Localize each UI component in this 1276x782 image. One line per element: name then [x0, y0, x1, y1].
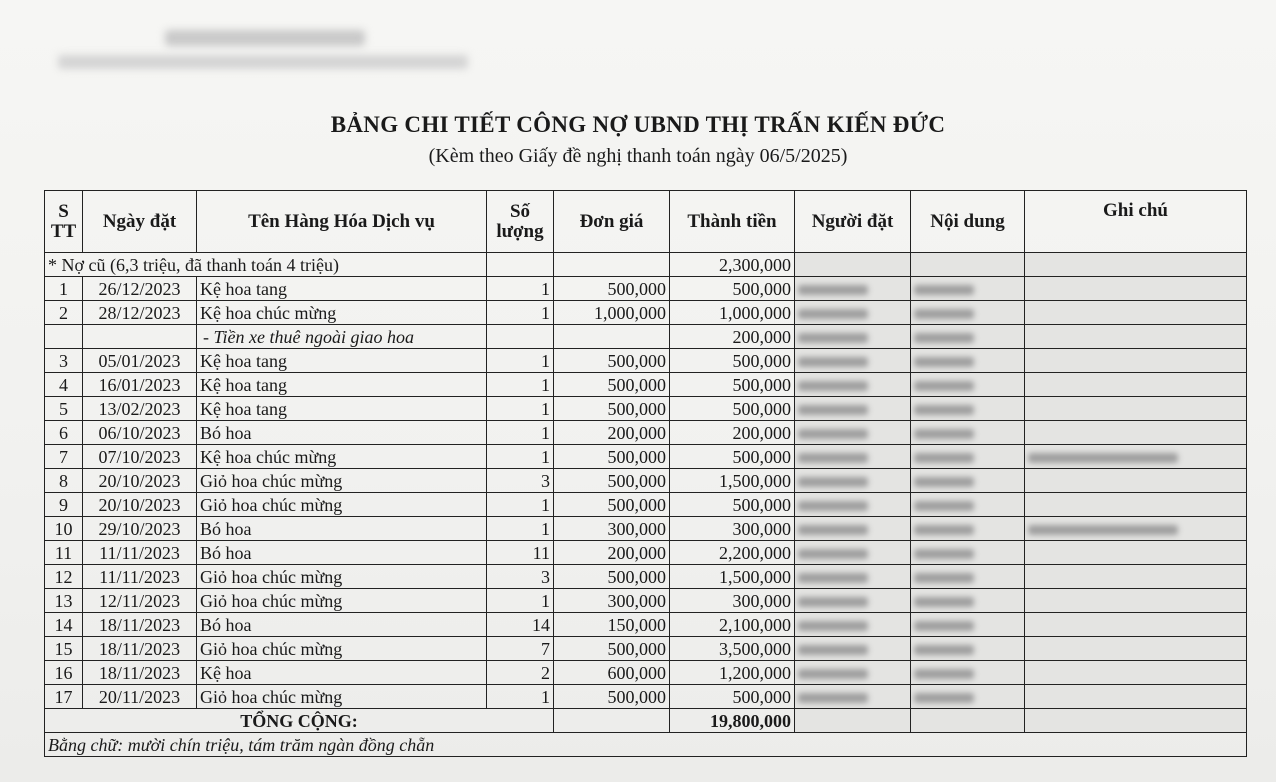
row-stt: 7: [45, 445, 83, 469]
row-qty: 14: [487, 613, 554, 637]
redaction-blur: [914, 429, 974, 439]
row-amount: 200,000: [670, 421, 795, 445]
table-row: [45, 421, 1247, 445]
redacted-cell: [911, 373, 1025, 397]
row-item: Giỏ hoa chúc mừng: [197, 637, 487, 661]
row-stt: 12: [45, 565, 83, 589]
row-item: Kệ hoa tang: [197, 397, 487, 421]
row-item: Giỏ hoa chúc mừng: [197, 493, 487, 517]
row-date: 12/11/2023: [83, 589, 197, 613]
redacted-cell: [1025, 637, 1247, 661]
row-price: [554, 325, 670, 349]
old-debt-label: * Nợ cũ (6,3 triệu, đã thanh toán 4 triệu): [45, 253, 487, 277]
redaction-blur: [914, 477, 974, 487]
row-date: 11/11/2023: [83, 541, 197, 565]
table-row: [45, 397, 1247, 421]
row-price: 600,000: [554, 661, 670, 685]
row-amount: 300,000: [670, 517, 795, 541]
row-stt: 11: [45, 541, 83, 565]
redaction-blur: [798, 525, 868, 535]
table-row: [45, 373, 1247, 397]
row-item: Kệ hoa tang: [197, 373, 487, 397]
row-price: 500,000: [554, 637, 670, 661]
redacted-cell: [795, 469, 911, 493]
redacted-cell: [1025, 325, 1247, 349]
row-price: 300,000: [554, 589, 670, 613]
row-date: 05/01/2023: [83, 349, 197, 373]
redacted-cell: [911, 253, 1025, 277]
redaction-blur: [798, 573, 868, 583]
redacted-cell: [911, 325, 1025, 349]
row-amount: 500,000: [670, 373, 795, 397]
row-qty: 1: [487, 493, 554, 517]
row-qty: 1: [487, 421, 554, 445]
row-qty: 3: [487, 565, 554, 589]
redacted-cell: [795, 517, 911, 541]
row-amount: 2,200,000: [670, 541, 795, 565]
row-amount: 500,000: [670, 493, 795, 517]
redacted-cell: [911, 709, 1025, 733]
table-row: [45, 301, 1247, 325]
row-price: 300,000: [554, 517, 670, 541]
row-qty: 1: [487, 589, 554, 613]
redacted-cell: [795, 613, 911, 637]
row-amount: 3,500,000: [670, 637, 795, 661]
row-item: Giỏ hoa chúc mừng: [197, 685, 487, 709]
row-item: Bó hoa: [197, 613, 487, 637]
header-date: Ngày đặt: [83, 191, 197, 253]
debt-table: [44, 190, 1247, 757]
redaction-blur: [798, 285, 868, 295]
redaction-blur: [798, 453, 868, 463]
redaction-blur: [914, 285, 974, 295]
row-date: 18/11/2023: [83, 637, 197, 661]
redacted-cell: [1025, 421, 1247, 445]
row-date: 28/12/2023: [83, 301, 197, 325]
redacted-cell: [911, 661, 1025, 685]
redaction-blur: [914, 381, 974, 391]
table-row: [45, 277, 1247, 301]
redaction-blur: [798, 645, 868, 655]
row-price: 500,000: [554, 565, 670, 589]
row-qty: 1: [487, 445, 554, 469]
row-price: 1,000,000: [554, 301, 670, 325]
row-item: Kệ hoa chúc mừng: [197, 301, 487, 325]
row-stt: 9: [45, 493, 83, 517]
row-amount: 200,000: [670, 325, 795, 349]
row-amount: 2,100,000: [670, 613, 795, 637]
redacted-cell: [795, 541, 911, 565]
redaction-blur: [798, 501, 868, 511]
table-header-row: [45, 191, 1247, 253]
redacted-cell: [911, 517, 1025, 541]
redacted-cell: [1025, 253, 1247, 277]
redacted-cell: [795, 253, 911, 277]
row-price: 500,000: [554, 349, 670, 373]
row-amount: 500,000: [670, 685, 795, 709]
redacted-cell: [911, 469, 1025, 493]
row-amount: 500,000: [670, 397, 795, 421]
row-item: Giỏ hoa chúc mừng: [197, 469, 487, 493]
redacted-cell: [1025, 301, 1247, 325]
table-row: [45, 325, 1247, 349]
redaction-blur: [798, 477, 868, 487]
redacted-cell: [1025, 397, 1247, 421]
table-row: [45, 637, 1247, 661]
table-row: [45, 349, 1247, 373]
row-date: 18/11/2023: [83, 661, 197, 685]
row-qty: 1: [487, 373, 554, 397]
redacted-cell: [795, 277, 911, 301]
row-stt: [45, 325, 83, 349]
old-debt-amount: 2,300,000: [670, 253, 795, 277]
redacted-cell: [795, 637, 911, 661]
redacted-cell: [911, 421, 1025, 445]
redacted-cell: [795, 349, 911, 373]
row-stt: 16: [45, 661, 83, 685]
row-date: 26/12/2023: [83, 277, 197, 301]
row-amount: 300,000: [670, 589, 795, 613]
row-item: Giỏ hoa chúc mừng: [197, 565, 487, 589]
row-date: 16/01/2023: [83, 373, 197, 397]
header-orderer: Người đặt: [795, 191, 911, 253]
total-label: TỔNG CỘNG:: [45, 709, 554, 733]
total-row: [45, 709, 1247, 733]
header-amount: Thành tiền: [670, 191, 795, 253]
header-content: Nội dung: [911, 191, 1025, 253]
redaction-blur: [914, 405, 974, 415]
row-amount: 1,500,000: [670, 565, 795, 589]
row-date: 11/11/2023: [83, 565, 197, 589]
row-stt: 17: [45, 685, 83, 709]
redacted-cell: [1025, 661, 1247, 685]
redacted-cell: [911, 445, 1025, 469]
redacted-cell: [1025, 685, 1247, 709]
row-qty: 1: [487, 517, 554, 541]
header-note: Ghi chú: [1025, 191, 1247, 253]
redacted-cell: [911, 493, 1025, 517]
redacted-cell: [795, 445, 911, 469]
row-price: 500,000: [554, 685, 670, 709]
amount-in-words: Bằng chữ: mười chín triệu, tám trăm ngàn đồng chẵn: [45, 733, 1247, 757]
table-row: [45, 541, 1247, 565]
redacted-cell: [911, 277, 1025, 301]
row-date: 20/11/2023: [83, 685, 197, 709]
row-qty: [487, 325, 554, 349]
redaction-blur: [914, 453, 974, 463]
redacted-cell: [1025, 445, 1247, 469]
row-price: 500,000: [554, 445, 670, 469]
header-item: Tên Hàng Hóa Dịch vụ: [197, 191, 487, 253]
redacted-cell: [1025, 277, 1247, 301]
redaction-blur: [798, 405, 868, 415]
redaction-blur: [914, 573, 974, 583]
row-stt: 1: [45, 277, 83, 301]
redacted-cell: [795, 325, 911, 349]
redaction-blur: [798, 693, 868, 703]
redacted-cell: [1025, 565, 1247, 589]
table-row: [45, 445, 1247, 469]
row-amount: 500,000: [670, 277, 795, 301]
redacted-cell: [795, 709, 911, 733]
redaction-blur: [798, 357, 868, 367]
redacted-cell: [795, 685, 911, 709]
redacted-cell: [911, 637, 1025, 661]
row-date: [83, 325, 197, 349]
table-row: [45, 685, 1247, 709]
redaction-blur: [1028, 453, 1178, 463]
redacted-cell: [795, 301, 911, 325]
redaction-blur: [914, 525, 974, 535]
row-qty: 11: [487, 541, 554, 565]
row-amount: 500,000: [670, 445, 795, 469]
redacted-cell: [795, 397, 911, 421]
row-stt: 2: [45, 301, 83, 325]
redaction-blur: [798, 669, 868, 679]
row-stt: 4: [45, 373, 83, 397]
row-item: Kệ hoa chúc mừng: [197, 445, 487, 469]
document-subtitle: (Kèm theo Giấy đề nghị thanh toán ngày 06/5/2025): [428, 145, 848, 167]
redacted-cell: [911, 589, 1025, 613]
redaction-blur: [798, 549, 868, 559]
redaction-blur: [914, 693, 974, 703]
redacted-cell: [1025, 541, 1247, 565]
redacted-cell: [1025, 373, 1247, 397]
redaction-blur: [914, 333, 974, 343]
row-price: 500,000: [554, 397, 670, 421]
row-stt: 8: [45, 469, 83, 493]
row-amount: 1,000,000: [670, 301, 795, 325]
row-price: 500,000: [554, 493, 670, 517]
row-amount: 1,200,000: [670, 661, 795, 685]
redacted-cell: [1025, 493, 1247, 517]
row-item: Kệ hoa: [197, 661, 487, 685]
redacted-cell: [911, 541, 1025, 565]
redacted-cell: [911, 685, 1025, 709]
table-row: [45, 589, 1247, 613]
row-stt: 15: [45, 637, 83, 661]
row-price: 150,000: [554, 613, 670, 637]
row-stt: 5: [45, 397, 83, 421]
row-qty: 1: [487, 301, 554, 325]
total-amount: 19,800,000: [670, 709, 795, 733]
redaction-blur: [914, 645, 974, 655]
redacted-cell: [795, 493, 911, 517]
row-item: Bó hoa: [197, 517, 487, 541]
redaction-blur: [1028, 525, 1178, 535]
row-item: - Tiền xe thuê ngoài giao hoa: [197, 325, 487, 349]
document-title: BẢNG CHI TIẾT CÔNG NỢ UBND THỊ TRẤN KIẾN ĐỨC: [330, 112, 946, 137]
row-qty: 1: [487, 349, 554, 373]
in-words-row: [45, 733, 1247, 757]
redaction-blur: [914, 669, 974, 679]
redaction-blur: [798, 333, 868, 343]
row-item: Giỏ hoa chúc mừng: [197, 589, 487, 613]
redaction-blur: [798, 429, 868, 439]
row-stt: 6: [45, 421, 83, 445]
row-stt: 3: [45, 349, 83, 373]
row-date: 07/10/2023: [83, 445, 197, 469]
redacted-cell: [1025, 349, 1247, 373]
redaction-blur: [914, 501, 974, 511]
row-price: 200,000: [554, 541, 670, 565]
redacted-cell: [795, 565, 911, 589]
redacted-cell: [1025, 517, 1247, 541]
row-date: 13/02/2023: [83, 397, 197, 421]
redaction-blur: [914, 357, 974, 367]
header-price: Đơn giá: [554, 191, 670, 253]
redacted-cell: [1025, 613, 1247, 637]
row-date: 06/10/2023: [83, 421, 197, 445]
redacted-cell: [911, 301, 1025, 325]
redacted-cell: [1025, 469, 1247, 493]
row-date: 20/10/2023: [83, 469, 197, 493]
row-date: 18/11/2023: [83, 613, 197, 637]
table-row: [45, 469, 1247, 493]
header-stt: S TT: [45, 191, 83, 253]
redaction-blur: [798, 309, 868, 319]
table-row: [45, 517, 1247, 541]
redacted-cell: [911, 565, 1025, 589]
redacted-letterhead: [165, 30, 365, 46]
redaction-blur: [914, 549, 974, 559]
row-stt: 13: [45, 589, 83, 613]
redacted-cell: [795, 589, 911, 613]
redaction-blur: [798, 381, 868, 391]
row-amount: 1,500,000: [670, 469, 795, 493]
row-amount: 500,000: [670, 349, 795, 373]
row-qty: 1: [487, 685, 554, 709]
row-date: 29/10/2023: [83, 517, 197, 541]
row-stt: 10: [45, 517, 83, 541]
row-price: 500,000: [554, 373, 670, 397]
row-qty: 2: [487, 661, 554, 685]
row-price: 200,000: [554, 421, 670, 445]
redacted-cell: [911, 349, 1025, 373]
table-row: [45, 661, 1247, 685]
row-item: Kệ hoa tang: [197, 277, 487, 301]
header-qty: Số lượng: [487, 191, 554, 253]
redacted-cell: [1025, 709, 1247, 733]
redaction-blur: [914, 597, 974, 607]
row-price: 500,000: [554, 469, 670, 493]
redaction-blur: [798, 597, 868, 607]
row-item: Kệ hoa tang: [197, 349, 487, 373]
redacted-cell: [911, 397, 1025, 421]
redaction-blur: [798, 621, 868, 631]
row-qty: 1: [487, 397, 554, 421]
redacted-cell: [911, 613, 1025, 637]
redacted-cell: [1025, 589, 1247, 613]
table-row: [45, 493, 1247, 517]
row-qty: 7: [487, 637, 554, 661]
old-debt-row: [45, 253, 1247, 277]
redacted-address: [58, 55, 468, 69]
table-row: [45, 613, 1247, 637]
redacted-cell: [795, 421, 911, 445]
redaction-blur: [914, 309, 974, 319]
row-item: Bó hoa: [197, 421, 487, 445]
row-date: 20/10/2023: [83, 493, 197, 517]
redaction-blur: [914, 621, 974, 631]
row-stt: 14: [45, 613, 83, 637]
redacted-cell: [795, 373, 911, 397]
row-price: 500,000: [554, 277, 670, 301]
redacted-cell: [795, 661, 911, 685]
row-qty: 3: [487, 469, 554, 493]
row-qty: 1: [487, 277, 554, 301]
row-item: Bó hoa: [197, 541, 487, 565]
table-row: [45, 565, 1247, 589]
